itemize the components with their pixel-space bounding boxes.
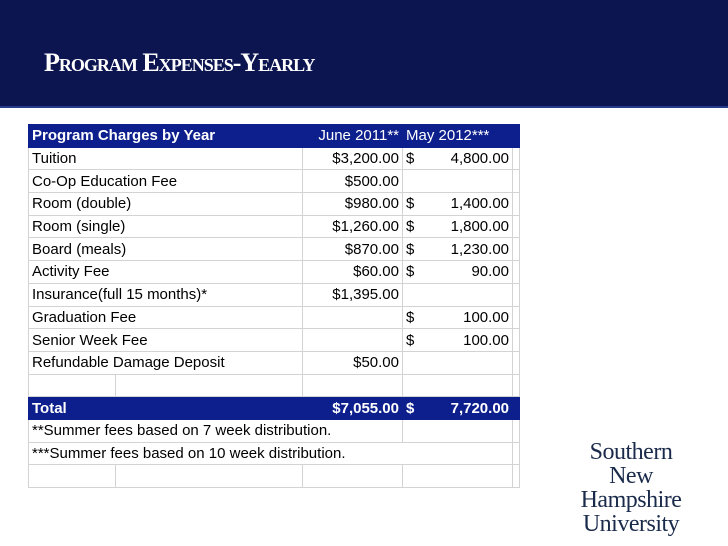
snhu-logo xyxy=(556,439,706,537)
row-label: Graduation Fee xyxy=(29,306,303,329)
table-row xyxy=(29,283,520,306)
logo-line-1: Southern xyxy=(589,439,673,465)
row-label: Tuition xyxy=(29,147,303,170)
header-june-2011: June 2011** xyxy=(303,125,403,148)
row-june-value: $980.00 xyxy=(303,193,403,216)
row-label: Co-Op Education Fee xyxy=(29,170,303,193)
note-row xyxy=(29,442,520,465)
table-row xyxy=(29,170,520,193)
table-row xyxy=(29,193,520,216)
footnote-7-week: **Summer fees based on 7 week distribution. xyxy=(29,419,403,442)
slide-title: Program Expenses-Yearly xyxy=(44,48,315,77)
row-may-value: $ 4,800.00 xyxy=(403,147,513,170)
row-may-value xyxy=(403,283,513,306)
row-june-value xyxy=(303,329,403,352)
logo-line-2: New Hampshire xyxy=(580,463,682,513)
row-label: Room (double) xyxy=(29,193,303,216)
total-june-value: $7,055.00 xyxy=(303,397,403,420)
table-row xyxy=(29,351,520,374)
row-label: Refundable Damage Deposit xyxy=(29,351,303,374)
row-may-value: $ 100.00 xyxy=(403,329,513,352)
logo-line-3: University xyxy=(582,511,680,537)
table-row xyxy=(29,238,520,261)
row-june-value xyxy=(303,306,403,329)
row-june-value: $1,260.00 xyxy=(303,215,403,238)
row-may-value: $ 1,800.00 xyxy=(403,215,513,238)
empty-row xyxy=(29,465,520,488)
table-row xyxy=(29,147,520,170)
row-may-value: $ 1,230.00 xyxy=(403,238,513,261)
row-may-value: $ 90.00 xyxy=(403,261,513,284)
row-june-value: $50.00 xyxy=(303,351,403,374)
expenses-table xyxy=(28,124,520,488)
total-may-value: $ 7,720.00 xyxy=(403,397,513,420)
title-banner xyxy=(0,0,728,108)
empty-row xyxy=(29,374,520,397)
total-row xyxy=(29,397,520,420)
row-label: Activity Fee xyxy=(29,261,303,284)
header-label: Program Charges by Year xyxy=(29,125,303,148)
table-row xyxy=(29,306,520,329)
table-row xyxy=(29,329,520,352)
table-row xyxy=(29,215,520,238)
row-june-value: $1,395.00 xyxy=(303,283,403,306)
row-label: Insurance(full 15 months)* xyxy=(29,283,303,306)
footnote-10-week: ***Summer fees based on 10 week distribution. xyxy=(29,442,513,465)
row-june-value: $3,200.00 xyxy=(303,147,403,170)
header-may-2012: May 2012*** xyxy=(403,125,513,148)
table-row xyxy=(29,261,520,284)
row-label: Room (single) xyxy=(29,215,303,238)
row-june-value: $60.00 xyxy=(303,261,403,284)
row-may-value xyxy=(403,351,513,374)
total-label: Total xyxy=(29,397,303,420)
row-label: Board (meals) xyxy=(29,238,303,261)
row-june-value: $870.00 xyxy=(303,238,403,261)
row-may-value: $ 100.00 xyxy=(403,306,513,329)
row-label: Senior Week Fee xyxy=(29,329,303,352)
row-june-value: $500.00 xyxy=(303,170,403,193)
table-header-row xyxy=(29,125,520,148)
note-row xyxy=(29,419,520,442)
row-may-value: $ 1,400.00 xyxy=(403,193,513,216)
row-may-value xyxy=(403,170,513,193)
